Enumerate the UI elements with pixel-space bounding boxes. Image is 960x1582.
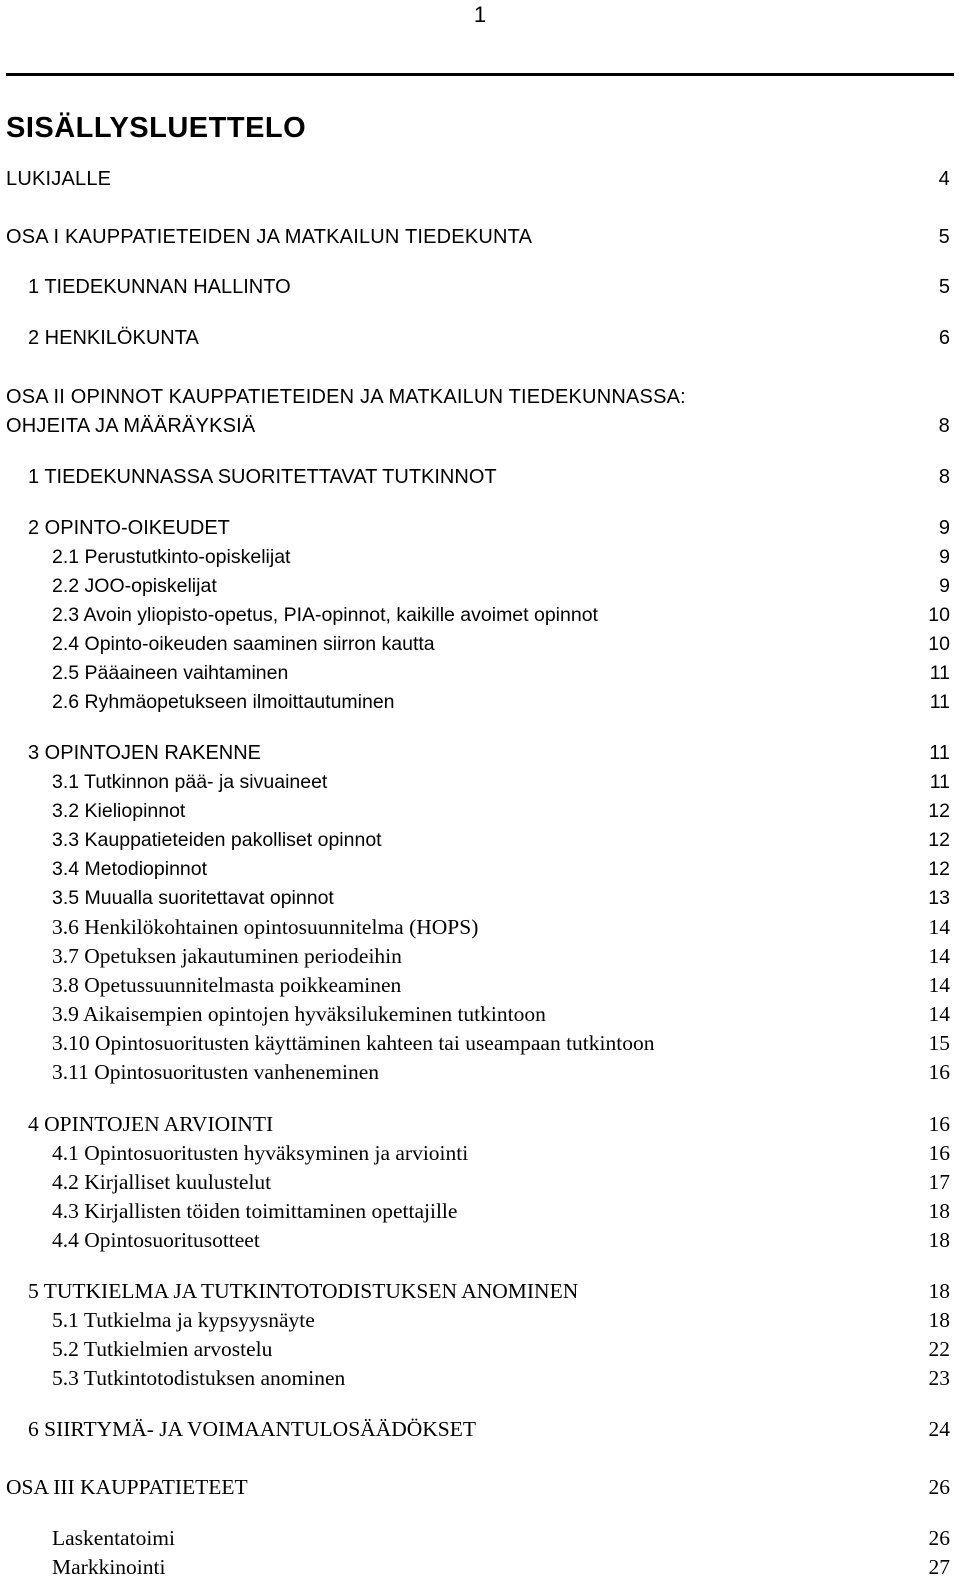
- toc-entry-label: 3.11 Opintosuoritusten vanheneminen: [52, 1060, 380, 1084]
- toc-entry[interactable]: [0, 222, 960, 252]
- toc-entry-label: 3 OPINTOJEN RAKENNE: [28, 742, 262, 764]
- toc-entry-page: 11: [929, 662, 950, 684]
- toc-entry-label: 2.3 Avoin yliopisto-opetus, PIA-opinnot, kaikille avoimet opinnot: [52, 604, 598, 626]
- toc-entry[interactable]: [0, 1276, 960, 1306]
- toc-entry-label: OSA II OPINNOT KAUPPATIETEIDEN JA MATKAILUN TIEDEKUNNASSA:: [6, 386, 686, 408]
- toc-entry[interactable]: [0, 513, 960, 543]
- toc-entry-page: 10: [928, 604, 950, 626]
- toc-entry-page: 18: [928, 1228, 950, 1252]
- toc-entry-page: 12: [928, 858, 950, 880]
- toc-entry-label: 2.4 Opinto-oikeuden saaminen siirron kautta: [52, 633, 435, 655]
- toc-entry-page: 14: [928, 944, 950, 968]
- toc-entry-label: 3.4 Metodiopinnot: [52, 858, 208, 880]
- toc-entry-page: 16: [928, 1112, 950, 1136]
- toc-entry[interactable]: [0, 999, 960, 1029]
- toc-entry-label: 1 TIEDEKUNNASSA SUORITETTAVAT TUTKINNOT: [28, 466, 497, 488]
- toc-entry-page: 17: [928, 1170, 950, 1194]
- toc-entry[interactable]: [0, 1225, 960, 1255]
- toc-entry-label: 3.8 Opetussuunnitelmasta poikkeaminen: [52, 973, 402, 997]
- toc-entry-label: OHJEITA JA MÄÄRÄYKSIÄ: [6, 415, 256, 437]
- toc-entry[interactable]: [0, 941, 960, 971]
- toc-entry-page: 9: [938, 517, 950, 539]
- toc-entry[interactable]: [0, 323, 960, 353]
- toc-entry[interactable]: [0, 411, 960, 441]
- toc-entry-label: 5.2 Tutkielmien arvostelu: [52, 1337, 273, 1361]
- toc-entry-page: 12: [928, 800, 950, 822]
- toc-entry[interactable]: [0, 883, 960, 913]
- toc-entry-label: 5.3 Tutkintotodistuksen anominen: [52, 1366, 346, 1390]
- toc-entry[interactable]: [0, 854, 960, 884]
- toc-entry-label: 5 TUTKIELMA JA TUTKINTOTODISTUKSEN ANOMINEN: [28, 1279, 579, 1303]
- toc-entry[interactable]: [0, 164, 960, 194]
- toc-entry-page: 5: [938, 226, 950, 248]
- toc-entry-label: 2 OPINTO-OIKEUDET: [28, 517, 230, 539]
- toc-entry-page: 22: [928, 1337, 950, 1361]
- page-number: 1: [473, 2, 487, 27]
- toc-entry-label: 4.3 Kirjallisten töiden toimittaminen opettajille: [52, 1199, 458, 1223]
- toc-entry-label: 6 SIIRTYMÄ- JA VOIMAANTULOSÄÄDÖKSET: [28, 1417, 477, 1441]
- toc-entry[interactable]: [0, 542, 960, 572]
- toc-entry-page: 16: [928, 1141, 950, 1165]
- toc-entry-label: 3.2 Kieliopinnot: [52, 800, 186, 822]
- toc-entry[interactable]: [0, 767, 960, 797]
- toc-entry[interactable]: [0, 1523, 960, 1553]
- toc-entry-page: 18: [928, 1279, 950, 1303]
- toc-entry[interactable]: [0, 1305, 960, 1335]
- toc-entry[interactable]: [0, 1167, 960, 1197]
- toc-entry-label: 4 OPINTOJEN ARVIOINTI: [28, 1112, 274, 1136]
- toc-entry-page: 24: [928, 1417, 950, 1441]
- toc-entry[interactable]: [0, 272, 960, 302]
- toc-entry-page: 26: [928, 1475, 950, 1499]
- toc-entry[interactable]: [0, 970, 960, 1000]
- toc-entry-label: 3.1 Tutkinnon pää- ja sivuaineet: [52, 771, 328, 793]
- toc-entry-page: 13: [928, 887, 950, 909]
- toc-entry-label: Laskentatoimi: [52, 1526, 175, 1550]
- toc-entry-label: 3.3 Kauppatieteiden pakolliset opinnot: [52, 829, 382, 851]
- toc-entry-label: 4.1 Opintosuoritusten hyväksyminen ja arviointi: [52, 1141, 469, 1165]
- toc-entry-page: 14: [928, 973, 950, 997]
- toc-entry-page: 23: [928, 1366, 950, 1390]
- toc-entry[interactable]: [0, 796, 960, 826]
- toc-entry-page: 4: [938, 168, 950, 190]
- toc-entry-page: 18: [928, 1308, 950, 1332]
- toc-entry[interactable]: [0, 912, 960, 942]
- toc-entry-label: 3.5 Muualla suoritettavat opinnot: [52, 887, 334, 909]
- toc-entry[interactable]: [0, 1552, 960, 1582]
- toc-entry-page: 27: [928, 1555, 950, 1579]
- toc-entry-page: 5: [938, 276, 950, 298]
- toc-entry-page: 26: [928, 1526, 950, 1550]
- toc-entry-page: 18: [928, 1199, 950, 1223]
- toc-entry[interactable]: [0, 1363, 960, 1393]
- toc-entry-label: 3.7 Opetuksen jakautuminen periodeihin: [52, 944, 402, 968]
- toc-entry-label: 3.9 Aikaisempien opintojen hyväksilukeminen tutkintoon: [52, 1002, 546, 1026]
- toc-entry[interactable]: [0, 1472, 960, 1502]
- toc-entry-label: 4.2 Kirjalliset kuulustelut: [52, 1170, 272, 1194]
- toc-entry-label: LUKIJALLE: [6, 168, 112, 190]
- toc-entry[interactable]: [0, 1057, 960, 1087]
- toc-entry-label: 2.5 Pääaineen vaihtaminen: [52, 662, 289, 684]
- toc-entry[interactable]: [0, 1109, 960, 1139]
- toc-entry-label: 3.10 Opintosuoritusten käyttäminen kahteen tai useampaan tutkintoon: [52, 1031, 655, 1055]
- toc-entry[interactable]: [0, 1196, 960, 1226]
- toc-entry[interactable]: [0, 658, 960, 688]
- toc-entry-page: 9: [939, 575, 950, 597]
- toc-entry-label: 3.6 Henkilökohtainen opintosuunnitelma (HOPS): [52, 915, 479, 939]
- toc-entry-page: 16: [928, 1060, 950, 1084]
- toc-entry-label: 1 TIEDEKUNNAN HALLINTO: [28, 276, 291, 298]
- toc-entry[interactable]: [0, 1138, 960, 1168]
- toc-entry[interactable]: [0, 738, 960, 768]
- toc-entry-page: 11: [929, 742, 950, 764]
- toc-entry-page: 8: [938, 466, 950, 488]
- toc-entry[interactable]: [0, 629, 960, 659]
- toc-entry-label: 2.2 JOO-opiskelijat: [52, 575, 217, 597]
- toc-entry[interactable]: [0, 687, 960, 717]
- toc-entry-label: 2.6 Ryhmäopetukseen ilmoittautuminen: [52, 691, 395, 713]
- toc-entry[interactable]: [0, 1414, 960, 1444]
- toc-entry-page: 14: [928, 915, 950, 939]
- toc-entry[interactable]: [0, 1028, 960, 1058]
- toc-entry-label: 2 HENKILÖKUNTA: [28, 327, 199, 349]
- toc-entry-page: 11: [929, 691, 950, 713]
- toc-title: SISÄLLYSLUETTELO: [6, 112, 307, 144]
- toc-entry-page: 10: [928, 633, 950, 655]
- toc-entry-label: 5.1 Tutkielma ja kypsyysnäyte: [52, 1308, 315, 1332]
- toc-entry-page: 8: [938, 415, 950, 437]
- toc-entry-page: 6: [938, 327, 950, 349]
- toc-entry-page: 14: [928, 1002, 950, 1026]
- toc-entry-label: OSA I KAUPPATIETEIDEN JA MATKAILUN TIEDEKUNTA: [6, 226, 533, 248]
- toc-entry-label: Markkinointi: [52, 1555, 166, 1579]
- toc-entry-label: 2.1 Perustutkinto-opiskelijat: [52, 546, 291, 568]
- toc-entry-page: 11: [929, 771, 950, 793]
- toc-entry[interactable]: [0, 462, 960, 492]
- toc-entry[interactable]: [0, 382, 960, 412]
- toc-entry-page: 15: [928, 1031, 950, 1055]
- toc-entry-page: 9: [939, 546, 950, 568]
- toc-entry[interactable]: [0, 1334, 960, 1364]
- toc-entry-label: OSA III KAUPPATIETEET: [6, 1475, 248, 1499]
- toc-entry-page: 12: [928, 829, 950, 851]
- toc-entry-label: 4.4 Opintosuoritusotteet: [52, 1228, 260, 1252]
- toc-entry[interactable]: [0, 600, 960, 630]
- toc-entry[interactable]: [0, 571, 960, 601]
- toc-entry[interactable]: [0, 825, 960, 855]
